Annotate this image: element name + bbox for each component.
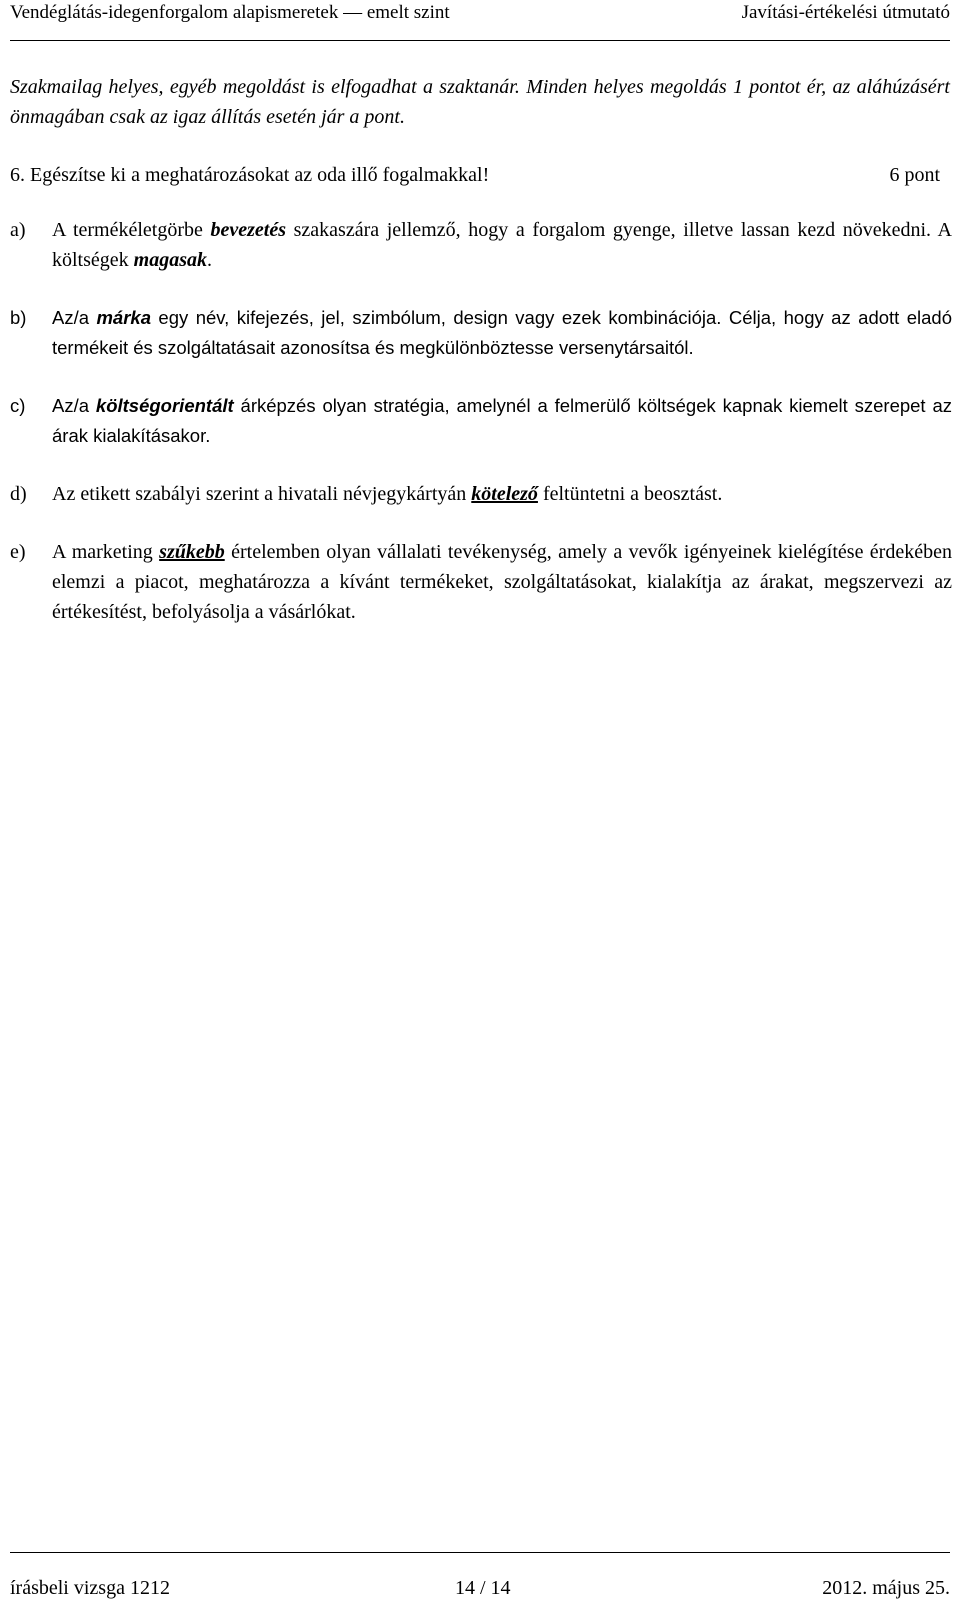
item-c [10, 391, 952, 451]
item-term: szűkebb [159, 541, 225, 563]
intro-note: Szakmailag helyes, egyéb megoldást is elfogadhat a szaktanár. Minden helyes megoldás 1 pontot ér, az aláhúzásért önmagában csak az igaz állítás esetén jár a pont. [10, 76, 950, 128]
item-e [10, 537, 952, 627]
item-text: Az etikett szabályi szerint a hivatali névjegykártyán [52, 483, 472, 505]
item-letter: e) [10, 541, 26, 563]
footer-exam-code: írásbeli vizsga 1212 [10, 1577, 170, 1599]
task-heading [10, 160, 940, 190]
item-text: egy név, kifejezés, jel, szimbólum, design vagy ezek kombinációja. Célja, hogy az adott eladó termékeit és szolgáltatásait azonosítsa és megkülönböztesse versenytársaitól. [52, 307, 952, 358]
footer-page-number: 14 / 14 [455, 1577, 511, 1599]
item-text: feltüntetni a beosztást. [537, 483, 723, 505]
item-text: A marketing [52, 541, 160, 563]
item-b [10, 303, 952, 363]
item-text: szakaszára jellemző, hogy a forgalom gyenge, illetve lassan kezd növekedni. A költségek [52, 219, 953, 271]
item-d [10, 479, 952, 509]
item-text: . [207, 249, 212, 271]
task-points: 6 pont [889, 164, 940, 186]
item-text: értelemben olyan vállalati tevékenység, amely a vevők igényeinek kielégítése érdekében elemzi a piacot, meghatározza a kívánt termékeket, szolgáltatásokat, kialakítja az árakat, megszervezi az értékesítést, befolyásolja a vásárlókat. [52, 541, 952, 623]
page-footer [10, 1552, 950, 1603]
item-term: márka [96, 307, 151, 328]
item-a [10, 215, 952, 275]
item-term: költségorientált [95, 395, 234, 416]
item-text: árképzés olyan stratégia, amelynél a felmerülő költségek kapnak kiemelt szerepet az árak kialakításakor. [52, 395, 952, 446]
item-term: magasak [133, 249, 207, 271]
page-header [10, 0, 950, 41]
item-letter: b) [10, 307, 27, 328]
item-term: kötelező [471, 483, 538, 505]
item-letter: a) [10, 219, 26, 241]
header-subtitle: Javítási-értékelési útmutató [741, 2, 950, 23]
footer-date: 2012. május 25. [822, 1577, 950, 1599]
item-term: bevezetés [210, 219, 287, 241]
header-title: Vendéglátás-idegenforgalom alapismeretek — emelt szint [10, 2, 450, 23]
item-text: Az/a [52, 395, 96, 416]
item-text: Az/a [52, 307, 97, 328]
item-letter: d) [10, 483, 27, 505]
task-title: 6. Egészítse ki a meghatározásokat az oda illő fogalmakkal! [10, 164, 490, 186]
item-letter: c) [10, 395, 26, 416]
task-items [10, 215, 952, 655]
item-text: A termékéletgörbe [52, 219, 211, 241]
